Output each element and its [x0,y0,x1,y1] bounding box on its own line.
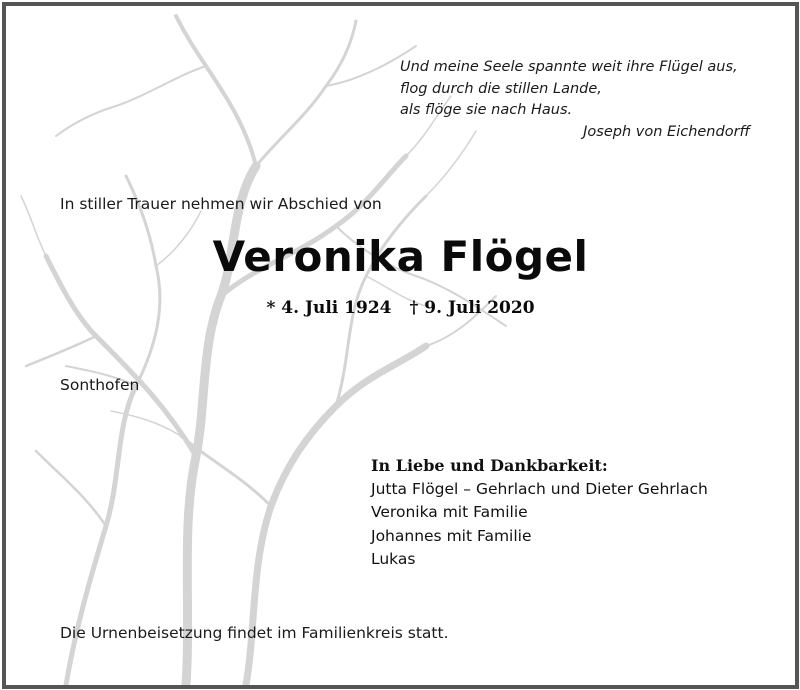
mourners-heading: In Liebe und Dankbarkeit: [371,456,608,475]
place-name: Sonthofen [60,376,140,394]
mourner-item: Jutta Flögel – Gehrlach und Dieter Gehrlach [371,479,708,498]
poem-line: als flöge sie nach Haus. [400,102,573,118]
life-dates [6,298,795,318]
intro-text: In stiller Trauer nehmen wir Abschied von [60,195,382,213]
poem-line: Und meine Seele spannte weit ihre Flügel aus, [400,59,738,75]
birth-date: * 4. Juli 1924 [266,298,392,318]
poem-line: flog durch die stillen Lande, [400,80,602,97]
mourners-block [371,454,708,572]
death-date: † 9. Juli 2020 [409,298,535,318]
obituary-card [2,2,799,689]
burial-notice: Die Urnenbeisetzung findet im Familienkreis statt. [60,624,449,642]
mourner-item: Veronika mit Familie [371,503,528,521]
deceased-name: Veronika Flögel [212,232,589,281]
mourner-item: Johannes mit Familie [371,526,532,545]
mourner-item: Lukas [371,550,416,568]
poem-author: Joseph von Eichendorff [583,123,750,140]
poem-quote [400,57,750,143]
